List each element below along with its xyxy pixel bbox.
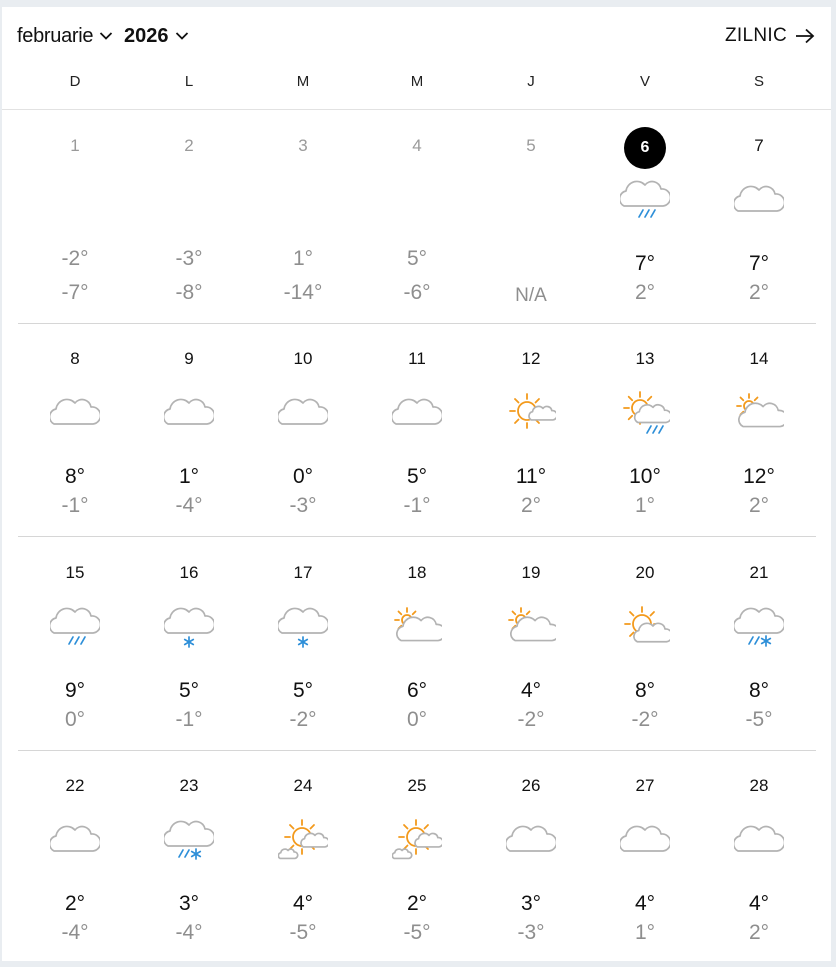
- min-temperature: 2°: [520, 494, 542, 517]
- max-temperature: 5°: [292, 679, 314, 702]
- weekday-label: M: [296, 73, 310, 90]
- week-row: [2, 537, 831, 750]
- min-temperature: -1°: [175, 708, 203, 731]
- day-cell[interactable]: [481, 750, 581, 950]
- cloud-icon: [620, 815, 670, 863]
- max-temperature: 7°: [634, 252, 656, 275]
- year-label: 2026: [124, 24, 169, 47]
- min-temperature: 0°: [406, 708, 428, 731]
- day-cell[interactable]: [253, 323, 353, 523]
- max-temperature: 11°: [515, 465, 547, 488]
- day-cell[interactable]: [139, 537, 239, 737]
- cloud-icon: [278, 388, 328, 436]
- day-cell[interactable]: [709, 323, 809, 523]
- day-number: 21: [749, 563, 769, 582]
- day-cell[interactable]: [253, 110, 353, 310]
- weekday-label: M: [410, 73, 424, 90]
- sun-cloud-icon: [620, 602, 670, 650]
- weekday-label: D: [69, 73, 81, 90]
- day-cell[interactable]: [367, 750, 467, 950]
- today-day-number: 6: [624, 127, 666, 169]
- cloud-icon: [734, 815, 784, 863]
- day-number: 17: [293, 563, 313, 582]
- day-number: 18: [407, 563, 427, 582]
- min-temperature: -7°: [61, 281, 89, 304]
- year-select[interactable]: [124, 23, 189, 49]
- min-temperature: -4°: [61, 921, 89, 944]
- day-cell[interactable]: [139, 110, 239, 310]
- max-temperature: 1°: [178, 465, 200, 488]
- day-cell[interactable]: [367, 537, 467, 737]
- day-number: 24: [293, 776, 313, 795]
- day-cell[interactable]: [25, 323, 125, 523]
- day-cell[interactable]: [709, 110, 809, 310]
- min-temperature: 2°: [748, 281, 770, 304]
- max-temperature: 2°: [64, 892, 86, 915]
- day-cell[interactable]: [481, 110, 581, 310]
- min-temperature: -5°: [745, 708, 773, 731]
- min-temperature: -5°: [403, 921, 431, 944]
- day-number: 20: [635, 563, 655, 582]
- week-row: [2, 110, 831, 323]
- max-temperature: 8°: [748, 679, 770, 702]
- week-row: [2, 750, 831, 963]
- sun-clouds-icon: [278, 815, 328, 863]
- day-number: 14: [749, 349, 769, 368]
- max-temperature: 4°: [292, 892, 314, 915]
- min-temperature: 1°: [634, 494, 656, 517]
- max-temperature: 4°: [634, 892, 656, 915]
- weekday-header-row: [2, 73, 831, 97]
- sun-cloud-rain-icon: [620, 388, 670, 436]
- day-number: 10: [293, 349, 313, 368]
- max-temperature: -3°: [175, 247, 203, 270]
- day-number: 23: [179, 776, 199, 795]
- min-temperature: -5°: [289, 921, 317, 944]
- day-number: 27: [635, 776, 655, 795]
- max-temperature: 8°: [64, 465, 86, 488]
- partly-cloudy-icon: [506, 602, 556, 650]
- day-number: 7: [754, 136, 764, 155]
- max-temperature: 5°: [406, 465, 428, 488]
- min-temperature: -14°: [283, 281, 323, 304]
- min-temperature: -2°: [631, 708, 659, 731]
- min-temperature: 2°: [634, 281, 656, 304]
- cloud-rain-icon: [50, 602, 100, 650]
- max-temperature: 3°: [178, 892, 200, 915]
- calendar-header: [2, 7, 831, 63]
- day-cell[interactable]: [481, 537, 581, 737]
- day-number: 4: [412, 136, 422, 155]
- max-temperature: 3°: [520, 892, 542, 915]
- sun-clouds-icon: [392, 815, 442, 863]
- day-cell[interactable]: [481, 323, 581, 523]
- cloud-sleet-icon: [164, 815, 214, 863]
- partly-cloudy-icon: [392, 602, 442, 650]
- day-number: 12: [521, 349, 541, 368]
- day-number: 25: [407, 776, 427, 795]
- day-cell[interactable]: [253, 537, 353, 737]
- cloud-icon: [50, 815, 100, 863]
- max-temperature: 7°: [748, 252, 770, 275]
- day-cell[interactable]: [25, 750, 125, 950]
- max-temperature: 9°: [64, 679, 86, 702]
- chevron-down-icon: [175, 31, 189, 41]
- day-number: 26: [521, 776, 541, 795]
- day-cell[interactable]: [595, 323, 695, 523]
- day-cell[interactable]: [139, 750, 239, 950]
- day-cell[interactable]: [25, 537, 125, 737]
- sun-small-cloud-icon: [506, 388, 556, 436]
- cloud-sleet-icon: [734, 602, 784, 650]
- min-temperature: -2°: [517, 708, 545, 731]
- week-row: [2, 323, 831, 536]
- min-temperature: -1°: [403, 494, 431, 517]
- max-temperature: 0°: [292, 465, 314, 488]
- min-temperature: -6°: [403, 281, 431, 304]
- cloud-snow-icon: [278, 602, 328, 650]
- max-temperature: 1°: [292, 247, 314, 270]
- min-temperature: -2°: [289, 708, 317, 731]
- day-cell[interactable]: [139, 323, 239, 523]
- arrow-right-icon: [795, 28, 815, 44]
- day-cell[interactable]: [367, 323, 467, 523]
- day-number: 3: [298, 136, 308, 155]
- day-cell[interactable]: [595, 537, 695, 737]
- daily-view-link[interactable]: [725, 23, 815, 49]
- cloud-icon: [50, 388, 100, 436]
- day-number: 13: [635, 349, 655, 368]
- day-number: 28: [749, 776, 769, 795]
- day-number: 19: [521, 563, 541, 582]
- weekday-label: V: [639, 73, 650, 90]
- min-temperature: 0°: [64, 708, 86, 731]
- min-temperature: -1°: [61, 494, 89, 517]
- max-temperature: -2°: [61, 247, 89, 270]
- min-temperature: -3°: [289, 494, 317, 517]
- min-temperature: 1°: [634, 921, 656, 944]
- min-temperature: 2°: [748, 494, 770, 517]
- max-temperature: 5°: [178, 679, 200, 702]
- max-temperature: 10°: [629, 465, 661, 488]
- weekday-label: L: [184, 73, 194, 90]
- day-cell[interactable]: [595, 110, 695, 310]
- day-number: 22: [65, 776, 85, 795]
- calendar-card: [2, 7, 831, 961]
- day-cell[interactable]: [709, 750, 809, 950]
- max-temperature: 12°: [743, 465, 775, 488]
- month-label: februarie: [17, 24, 94, 47]
- day-cell[interactable]: [253, 750, 353, 950]
- min-temperature: -4°: [175, 494, 203, 517]
- max-temperature: 2°: [406, 892, 428, 915]
- day-number: 8: [70, 349, 80, 368]
- chevron-down-icon: [99, 31, 113, 41]
- day-number: 16: [179, 563, 199, 582]
- day-cell[interactable]: [25, 110, 125, 310]
- cloud-icon: [506, 815, 556, 863]
- day-number: 9: [184, 349, 194, 368]
- day-cell[interactable]: [367, 110, 467, 310]
- cloud-icon: [164, 388, 214, 436]
- weekday-label: S: [753, 73, 764, 90]
- day-number: 2: [184, 136, 194, 155]
- day-number: 1: [70, 136, 80, 155]
- cloud-snow-icon: [164, 602, 214, 650]
- max-temperature: 8°: [634, 679, 656, 702]
- day-number: 5: [526, 136, 536, 155]
- min-temperature: N/A: [515, 285, 547, 306]
- weekday-label: J: [527, 73, 535, 90]
- month-select[interactable]: [17, 23, 113, 49]
- max-temperature: 6°: [406, 679, 428, 702]
- partly-cloudy-icon: [734, 388, 784, 436]
- day-cell[interactable]: [595, 750, 695, 950]
- max-temperature: 4°: [748, 892, 770, 915]
- day-cell[interactable]: [709, 537, 809, 737]
- cloud-rain-icon: [620, 175, 670, 223]
- cloud-icon: [392, 388, 442, 436]
- min-temperature: -3°: [517, 921, 545, 944]
- max-temperature: 5°: [406, 247, 428, 270]
- max-temperature: 4°: [520, 679, 542, 702]
- min-temperature: -4°: [175, 921, 203, 944]
- day-number: 15: [65, 563, 85, 582]
- min-temperature: 2°: [748, 921, 770, 944]
- day-number: 11: [408, 349, 426, 368]
- daily-view-label: ZILNIC: [725, 25, 787, 46]
- min-temperature: -8°: [175, 281, 203, 304]
- cloud-icon: [734, 175, 784, 223]
